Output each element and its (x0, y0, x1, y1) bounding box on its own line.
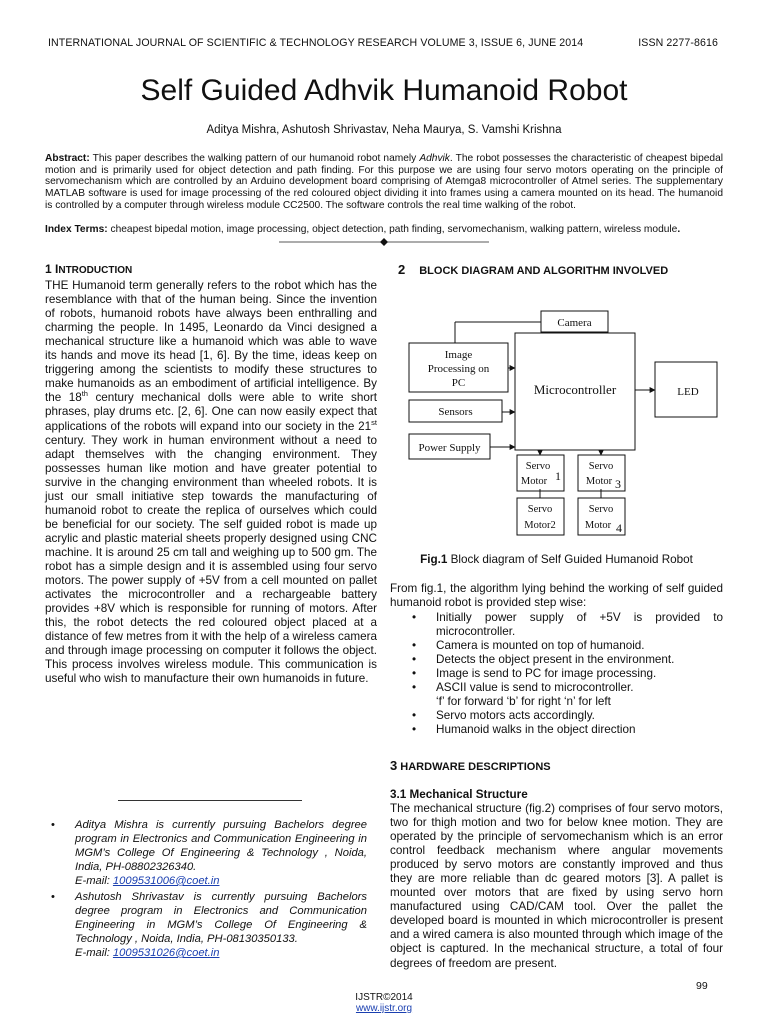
image-processing-line-3: PC (451, 377, 466, 389)
algorithm-step: • Servo motors acts accordingly. (390, 709, 723, 723)
abstract-text-1: This paper describes the walking pattern of our humanoid robot namely (89, 153, 420, 164)
algorithm-step: • Image is send to PC for image processing. (390, 667, 723, 681)
figure-caption: Fig.1 Block diagram of Self Guided Humanoid Robot (420, 553, 693, 566)
section-2-heading: 2 BLOCK DIAGRAM AND ALGORITHM INVOLVED (398, 262, 669, 277)
servo-3-line-1: Servo (588, 461, 614, 472)
mechanical-structure-paragraph: The mechanical structure (fig.2) comprises of four servo motors, two for thigh motion and two for below knee motion. They are operated by the principle of servomechanism which is an error control feedback mechanism where angular movements produced by servo motors are constantly improved and thus they are more reliable than dc geared motors [3]. A pallet is mounted over motors that are fixed by using servo horn manufactured using CAD/CAM tool. Over the pallet the developed board is mounted in which microcontroller is present and a wired camera is also mounted through which image of the object is captured. In the mechanical structure, a total of four degrees of freedom are present. (390, 802, 723, 970)
algorithm-intro: From fig.1, the algorithm lying behind the working of self guided humanoid robot is provided step wise: (390, 582, 723, 610)
led-block: LED (677, 386, 699, 398)
camera-block: Camera (557, 317, 592, 329)
algorithm-steps (390, 611, 723, 737)
introduction-paragraph: THE Humanoid term generally refers to the robot which has the resemblance with that of the human being. Since the invention of robots, humanoid robots have always been enthralling and charming the people. In 1495, Leonardo da Vinci designed a mechanical structure like a humanoid which was able to wave its hands and move its head [1, 6]. By the time, ideas keep on triggering among the scientists to modify these structures to make humanoids as an embodiment of artificial intelligence. By the 18th century mechanical dolls were able to write short phrases, play drums etc. [2, 6]. One can now easily expect that applications of the robots will expand into our society in the 21st century. They work in human environment without a need to adapt themselves with the changing environment. They possesses human like motion and have greater potential to survive in the changing environment than wheeled robots. It is just our small initiative step towards the manufacturing of humanoid robot to create the replica of ourselves which could be beneficial for our society. The self guided robot is made up acrylic and plastic material sheets properly designed using CNC machine. It is around 25 cm tall and weighing up to 500 gm. The robot has a simple design and it is assembled using four servo motors. The power supply of +5V from a cell mounted on pallet activates the microcontroller and a rechargeable battery provides +8V which is responsible for running of motors. After this, the robot detects the red coloured object placed at a distance of few metres from it with the help of a wireless camera and through image processing on computer it follows the object. This process involves wireless module. This communication is useful who wish to manufacture their own humanoids in future. (45, 279, 377, 686)
image-processing-line-1: Image (444, 349, 473, 361)
servo-2-line-1: Servo (527, 504, 553, 515)
algorithm-step: • Humanoid walks in the object direction (390, 723, 723, 737)
left-column (45, 262, 377, 686)
email-link-2[interactable]: 1009531026@coet.in (112, 947, 220, 959)
footnote-rule (118, 800, 302, 801)
journal-header: INTERNATIONAL JOURNAL OF SCIENTIFIC & TECHNOLOGY RESEARCH VOLUME 3, ISSUE 6, JUNE 2014 (48, 37, 584, 49)
index-terms-text: cheapest bipedal motion, image processing, object detection, path finding, servomechanism, walking pattern, wireless module (107, 224, 678, 235)
algorithm-commands: ‘f’ for forward ‘b’ for right ‘n’ for left (436, 695, 611, 709)
servo-3-number: 3 (615, 477, 621, 491)
sensors-block: Sensors (438, 406, 473, 418)
footer-url-link[interactable]: www.ijstr.org (355, 1003, 413, 1014)
footnote-author-2: • Ashutosh Shrivastav is currently pursuing Bachelors degree program in Electronics and Communication Engineering in MGM’s College Of Engineering & Technology , Noida, India, PH-08130350133. E-mail: 1009531026@coet.in (51, 891, 367, 959)
section-divider (279, 236, 489, 248)
servo-4-line-2: Motor (584, 520, 612, 531)
issn-number: ISSN 2277-8616 (638, 37, 718, 49)
index-terms (45, 224, 723, 236)
paper-title: Self Guided Adhvik Humanoid Robot (140, 74, 628, 107)
servo-3-line-2: Motor (585, 476, 613, 487)
image-processing-line-2: Processing on (427, 363, 490, 375)
section-1-heading: 1 INTRODUCTION (45, 262, 133, 276)
abstract-text-2: . The robot possesses the characteristic of cheapest bipedal motion and is primarily used for object detection and path finding. For this purpose we are using four servo motors operating on the principle of servomechanism which are controlled by an Arduino development board comprising of Atemga8 microcontroller of Atmel series. The supplementary MATLAB software is used for image processing of the red coloured object dividing it into frames using a camera mounted on its head. The humanoid is controlled by a computer through wireless module CC2500. The software controls the real time walking of the robot. (45, 153, 723, 211)
servo-1-number: 1 (555, 469, 561, 483)
microcontroller-block: Microcontroller (533, 382, 617, 397)
servo-1-line-1: Servo (525, 461, 551, 472)
algorithm-step: • Initially power supply of +5V is provided to microcontroller. (390, 611, 723, 639)
author-footnotes (45, 818, 367, 962)
servo-4-number: 4 (616, 521, 622, 535)
index-terms-end: . (677, 224, 681, 235)
power-supply-block: Power Supply (418, 442, 481, 454)
algorithm-step: • Detects the object present in the environment. (390, 653, 723, 667)
abstract (45, 153, 723, 212)
section-3-heading: 3 HARDWARE DESCRIPTIONS (390, 758, 551, 773)
abstract-label: Abstract: (45, 153, 90, 164)
page-number: 99 (696, 980, 708, 992)
footnote-author-1: • Aditya Mishra is currently pursuing Bachelors degree program in Electronics and Communication Engineering in MGM’s College Of Engineering & Technology , Noida, India, PH-08802326340. E-mail: 1009531006@coet.in (51, 819, 367, 887)
servo-4-line-1: Servo (588, 504, 614, 515)
servo-1-line-2: Motor (520, 476, 548, 487)
abstract-robot-name: Adhvik (419, 153, 450, 164)
email-link-1[interactable]: 1009531006@coet.in (112, 875, 220, 887)
footer-url-wrap (0, 1003, 768, 1014)
algorithm-step: • ASCII value is send to microcontroller. (390, 681, 723, 695)
algorithm-step: • Camera is mounted on top of humanoid. (390, 639, 723, 653)
subsection-3-1-heading: 3.1 Mechanical Structure (390, 788, 528, 801)
index-terms-label: Index Terms: (45, 224, 108, 235)
footer-publisher: IJSTR©2014 (355, 992, 413, 1003)
servo-2-line-2: Motor2 (524, 520, 556, 531)
block-diagram (405, 303, 725, 543)
algorithm-section (390, 582, 723, 738)
author-list: Aditya Mishra, Ashutosh Shrivastav, Neha Maurya, S. Vamshi Krishna (206, 124, 562, 136)
